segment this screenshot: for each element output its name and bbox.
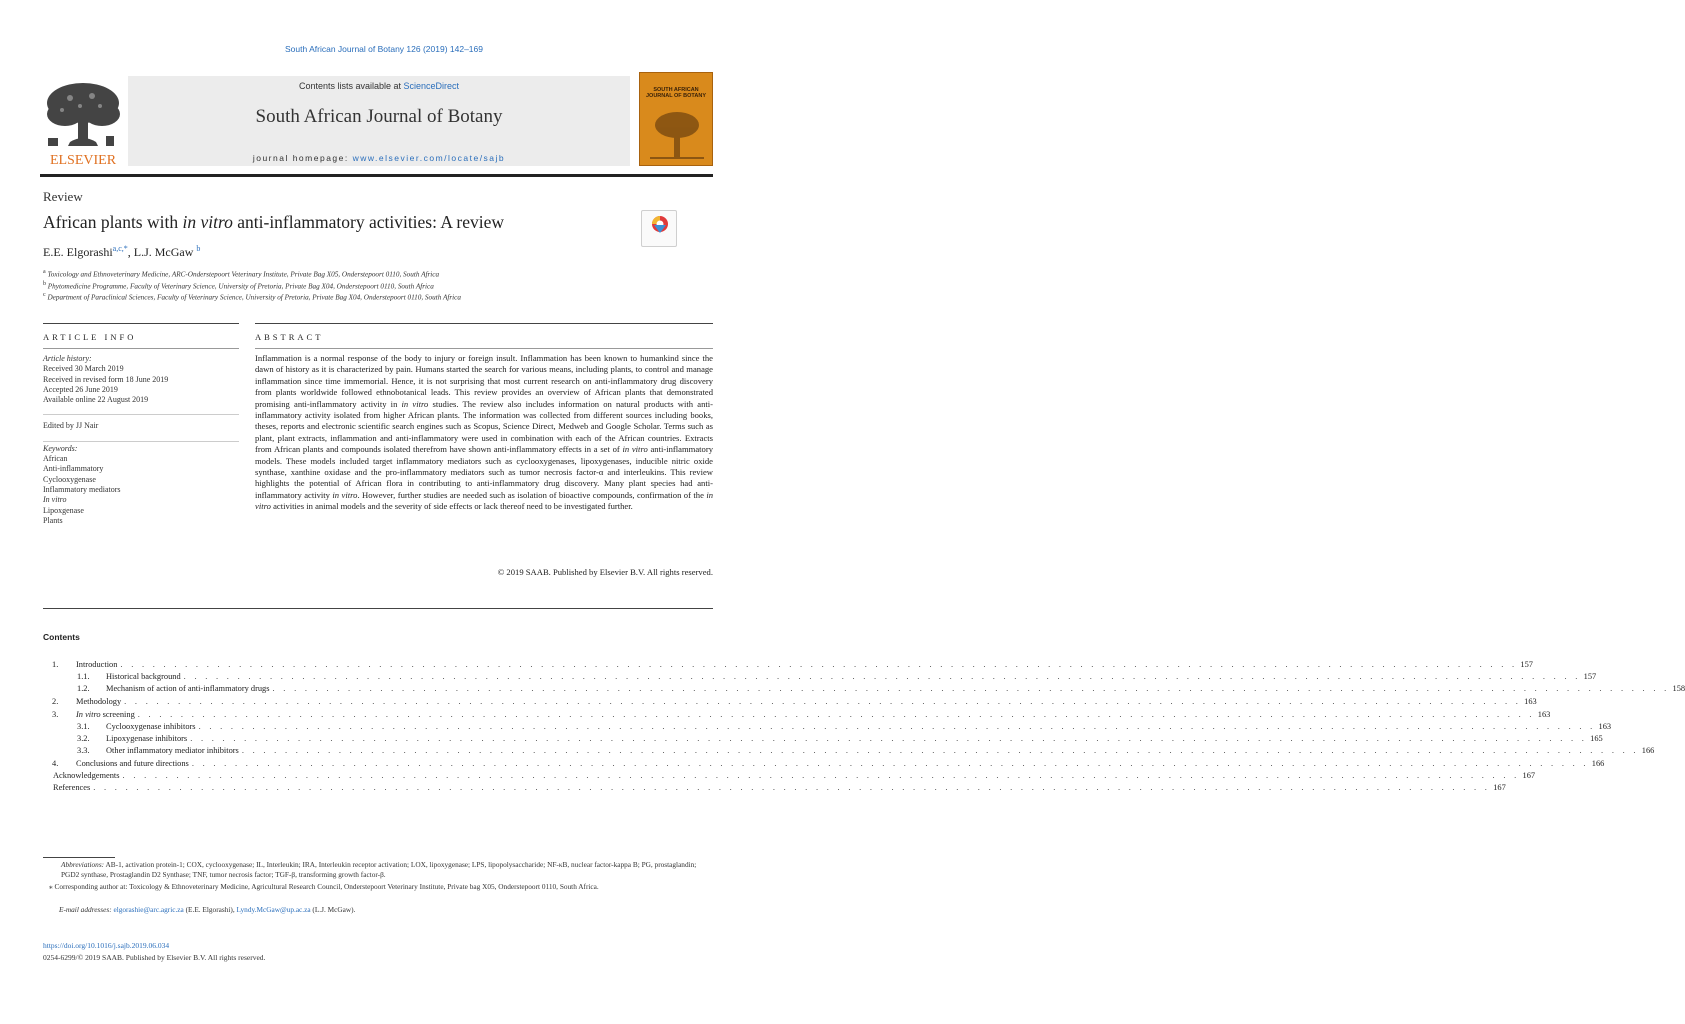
toc-page: 166 — [1641, 746, 1655, 755]
toc-label: Introduction — [76, 660, 118, 669]
abstract-italic: in vitro — [255, 489, 713, 512]
abstract-text-5: activities in animal models and the severity of side effects or lack thereof need to be investigated further. — [270, 501, 633, 512]
abstract-text-1: Inflammation is a normal response of the body to injury or foreign insult. Inflammation has been known to humankind since the dawn of history as it is characterized by pain. Humans started the search for various means, including plants, to control and manage inflammation since time immemorial. Hence, it is not surprising that most current research on anti-inflammatory drug discovery from plants worldwide followed ethnobotanical leads. This review provides an overview of African plants that demonstrated promising anti-inflammatory activity in — [255, 353, 713, 409]
keyword: Inflammatory mediators — [43, 484, 121, 494]
cover-title-line2: JOURNAL OF BOTANY — [646, 93, 706, 99]
author-2[interactable]: L.J. McGaw — [133, 245, 194, 259]
article-info-heading: ARTICLE INFO — [43, 332, 137, 342]
toc-entry[interactable] — [52, 758, 1605, 770]
homepage-prefix: journal homepage: — [252, 153, 353, 163]
keyword: Cyclooxygenase — [43, 474, 96, 484]
author-2-affiliation-mark[interactable]: b — [196, 244, 201, 253]
contents-heading: Contents — [43, 632, 80, 642]
abbreviations-footnote — [43, 860, 713, 880]
toc-page: 158 — [1672, 684, 1685, 693]
toc-label: Other inflammatory mediator inhibitors — [106, 746, 239, 755]
email-owner-1: (E.E. Elgorashi), — [183, 905, 237, 914]
toc-number: 3.1. — [77, 722, 90, 731]
toc-label-italic: In vitro — [76, 710, 101, 719]
toc-number: 4. — [52, 759, 59, 768]
abstract-text-4: . However, further studies are needed such as isolation of bioactive compounds, confirmation of the — [357, 489, 707, 500]
toc-page: 163 — [1524, 697, 1537, 706]
toc-number: 2. — [52, 697, 59, 706]
toc-page: 166 — [1591, 759, 1605, 768]
toc-leader: . . . . . . . . . . . . . . . . . . . . . . . . . . . . . . . . . . . . . . . . . . . . . . . . . . . . . . . . . . . . . . . . . . . . . . . . . . . . . . . . . . . . . . . . . . . . . . . . . . . . . . . . . . . . . . . . . . . . . . . . . . . . . . . . . . — [198, 722, 1596, 731]
email-link-1[interactable]: elgorashie@arc.agric.za — [113, 905, 184, 914]
toc-leader: . . . . . . . . . . . . . . . . . . . . . . . . . . . . . . . . . . . . . . . . . . . . . . . . . . . . . . . . . . . . . . . . . . . . . . . . . . . . . . . . . . . . . . . . . . . . . . . . . . . . . . . . . . . . . . . . . . . . . . . . . . . . . . . . . . — [120, 660, 1518, 669]
email-link-2[interactable]: Lyndy.McGaw@up.ac.za — [236, 905, 311, 914]
keyword: African — [43, 454, 68, 464]
affiliation-text: Department of Paraclinical Sciences, Faculty of Veterinary Science, University of Pretoria, Private Bag X04, Onderstepoort 0110, South Africa — [47, 293, 461, 302]
toc-entry[interactable] — [77, 671, 1597, 683]
toc-number: 1. — [52, 660, 59, 669]
affiliation-mark: a — [43, 269, 46, 275]
abstract-italic: in vitro — [401, 398, 429, 409]
toc-entry[interactable] — [53, 770, 1536, 782]
journal-homepage-line — [128, 153, 630, 163]
keyword: Lipoxgenase — [43, 505, 84, 515]
toc-leader: . . . . . . . . . . . . . . . . . . . . . . . . . . . . . . . . . . . . . . . . . . . . . . . . . . . . . . . . . . . . . . . . . . . . . . . . . . . . . . . . . . . . . . . . . . . . . . . . . . . . . . . . . . . . . . . . . . . . . . . . . . . . . . . . . . — [190, 734, 1588, 743]
history-revised: Received in revised form 18 June 2019 — [43, 374, 169, 384]
toc-leader: . . . . . . . . . . . . . . . . . . . . . . . . . . . . . . . . . . . . . . . . . . . . . . . . . . . . . . . . . . . . . . . . . . . . . . . . . . . . . . . . . . . . . . . . . . . . . . . . . . . . . . . . . . . . . . . . . . . . . . . . . . . . . . . . . . — [241, 746, 1639, 755]
email-owner-2: (L.J. McGaw). — [310, 905, 356, 914]
affiliation-mark: c — [43, 292, 46, 298]
article-title — [43, 212, 504, 233]
affiliation-c — [43, 292, 461, 301]
info-divider — [43, 405, 239, 415]
journal-citation[interactable]: South African Journal of Botany 126 (2019) 142–169 — [284, 44, 483, 54]
doi-link[interactable]: https://doi.org/10.1016/j.sajb.2019.06.034 — [43, 941, 170, 950]
toc-label: Mechanism of action of anti-inflammatory drugs — [106, 684, 270, 693]
keywords-label: Keywords: — [43, 443, 78, 453]
info-divider — [43, 432, 239, 442]
abstract-text-2: studies. The review also includes information on natural products with anti-inflammatory activity isolated from higher African plants. The information was collected from different sources including books, theses, reports and electronic scientific search engines such as Scopus, Science Direct, Medweb and Google Scholar. Terms such as plant, plant extracts, inflammation and anti-inflammatory were used in combination with each of the African countries. Extracts from African plants and compounds isolated therefrom have shown anti-inflammatory effects in a set of — [255, 398, 713, 455]
toc-page: 163 — [1537, 710, 1551, 719]
email-footnote — [43, 905, 713, 915]
email-label: E-mail addresses: — [59, 905, 112, 914]
toc-leader: . . . . . . . . . . . . . . . . . . . . . . . . . . . . . . . . . . . . . . . . . . . . . . . . . . . . . . . . . . . . . . . . . . . . . . . . . . . . . . . . . . . . . . . . . . . . . . . . . . . . . . . . . . . . . . . . . . . . . . . . . . . . . . . . . . — [122, 771, 1520, 780]
toc-leader: . . . . . . . . . . . . . . . . . . . . . . . . . . . . . . . . . . . . . . . . . . . . . . . . . . . . . . . . . . . . . . . . . . . . . . . . . . . . . . . . . . . . . . . . . . . . . . . . . . . . . . . . . . . . . . . . . . . . . . . . . . . . . . . . . . — [93, 783, 1491, 792]
affiliation-b — [43, 281, 434, 290]
corresponding-author-footnote: ⁎ Corresponding author at: Toxicology & Ethnoveterinary Medicine, Agricultural Research Council, Onderstepoort Veterinary Institute, Private bag X05, Onderstepoort 0110, South Africa. — [49, 882, 599, 891]
toc-entry[interactable] — [77, 745, 1655, 757]
contents-available-line — [128, 81, 630, 91]
author-separator: , — [127, 245, 134, 259]
abstract-italic: in vitro — [622, 444, 648, 455]
toc-page: 167 — [1493, 783, 1506, 792]
toc-leader: . . . . . . . . . . . . . . . . . . . . . . . . . . . . . . . . . . . . . . . . . . . . . . . . . . . . . . . . . . . . . . . . . . . . . . . . . . . . . . . . . . . . . . . . . . . . . . . . . . . . . . . . . . . . . . . . . . . . . . . . . . . . . . . . . . — [183, 672, 1581, 681]
journal-title: South African Journal of Botany — [255, 106, 503, 127]
check-for-updates-button[interactable] — [641, 210, 677, 247]
abstract-top-rule — [255, 323, 713, 324]
toc-label: Conclusions and future directions — [76, 759, 189, 768]
title-part2: anti-inflammatory activities: A review — [232, 212, 505, 232]
keyword: Plants — [43, 515, 63, 525]
contents-top-rule — [43, 608, 713, 609]
affiliation-text: Phytomedicine Programme, Faculty of Veterinary Science, University of Pretoria, Private Bag X04, Onderstepoort 0110, South Africa — [47, 282, 434, 291]
affiliation-text: Toxicology and Ethnoveterinary Medicine, ARC-Onderstepoort Veterinary Institute, Private Bag X05, Onderstepoort 0110, South Africa — [47, 270, 440, 279]
cover-title-line1: SOUTH AFRICAN — [653, 87, 699, 93]
homepage-link[interactable]: www.elsevier.com/locate/sajb — [352, 153, 506, 163]
affiliation-mark: b — [43, 281, 46, 287]
toc-number: 3.3. — [77, 746, 90, 755]
toc-number: 1.1. — [77, 672, 90, 681]
toc-label: Cyclooxygenase inhibitors — [106, 722, 196, 731]
title-italic: in vitro — [182, 212, 233, 232]
abstract-heading-rule — [255, 348, 713, 349]
toc-page: 165 — [1590, 734, 1603, 743]
toc-entry[interactable] — [52, 696, 1537, 708]
article-info — [43, 354, 239, 526]
toc-entry[interactable] — [52, 659, 1533, 671]
elsevier-logo[interactable] — [40, 78, 126, 166]
toc-page: 163 — [1598, 722, 1612, 731]
toc-leader: . . . . . . . . . . . . . . . . . . . . . . . . . . . . . . . . . . . . . . . . . . . . . . . . . . . . . . . . . . . . . . . . . . . . . . . . . . . . . . . . . . . . . . . . . . . . . . . . . . . . . . . . . . . . . . . . . . . . . . . . . . . . . . . . . . — [137, 710, 1535, 719]
info-top-rule — [43, 323, 239, 324]
toc-label: Historical background — [106, 672, 181, 681]
history-online: Available online 22 August 2019 — [43, 395, 149, 405]
elsevier-wordmark: ELSEVIER — [49, 153, 117, 168]
abstract-heading: ABSTRACT — [255, 332, 324, 342]
toc-page: 157 — [1520, 660, 1533, 669]
author-1-affiliation-marks[interactable]: a,c,* — [112, 244, 128, 253]
author-1[interactable]: E.E. Elgorashi — [43, 245, 113, 259]
abbreviations-text: AB-1, activation protein-1; COX, cyclooxygenase; IL, Interleukin; IRA, Interleukin receptor activation; LOX, lipoxygenase; LPS, lipopolysaccharide; NF-κB, nuclear factor-kappa B; PG, prostaglandin; PGD2 synthase, Prostaglandin D2 Synthase; TNF, tumor necrosis factor; TGF-β, transforming growth factor-β. — [61, 860, 697, 879]
toc-page: 157 — [1583, 672, 1597, 681]
toc-entry[interactable] — [77, 683, 1685, 695]
toc-label: References — [53, 783, 91, 792]
footnote-rule — [43, 857, 115, 858]
keyword: In vitro — [43, 495, 67, 505]
toc-page: 167 — [1522, 771, 1536, 780]
abstract-copyright: © 2019 SAAB. Published by Elsevier B.V. All rights reserved. — [497, 567, 713, 577]
abstract-body — [255, 353, 713, 513]
affiliation-a — [43, 269, 439, 278]
keyword: Anti-inflammatory — [43, 464, 104, 474]
toc-number: 3.2. — [77, 734, 90, 743]
toc-entry[interactable] — [52, 709, 1551, 721]
abbreviations-label: Abbreviations: — [61, 860, 105, 869]
author-list — [43, 244, 200, 260]
toc-entry[interactable] — [77, 721, 1612, 733]
toc-leader: . . . . . . . . . . . . . . . . . . . . . . . . . . . . . . . . . . . . . . . . . . . . . . . . . . . . . . . . . . . . . . . . . . . . . . . . . . . . . . . . . . . . . . . . . . . . . . . . . . . . . . . . . . . . . . . . . . . . . . . . . . . . . . . . . . — [191, 759, 1589, 768]
edited-by: Edited by JJ Nair — [43, 421, 99, 431]
elsevier-tree-icon — [40, 78, 126, 166]
history-received: Received 30 March 2019 — [43, 364, 124, 374]
toc-entry[interactable] — [53, 782, 1506, 794]
toc-entry[interactable] — [77, 733, 1603, 745]
toc-label: Lipoxygenase inhibitors — [106, 734, 188, 743]
info-heading-rule — [43, 348, 239, 349]
article-type: Review — [43, 189, 83, 204]
toc-label: Acknowledgements — [53, 771, 120, 780]
check-updates-icon — [642, 211, 678, 248]
toc-label: Methodology — [76, 697, 122, 706]
abstract-text-3: anti-inflammatory models. These models included target inflammatory mediators such as cyclooxygenases, lipoxygenases, inducible nitric oxide synthase, xanthine oxidase and the pro-inflammatory mediators such as tumor necrosis factor-α and interleukins. This review highlights the potential of African flora in contributing to anti-inflammatory drug discovery. Many plant species had anti-inflammatory activity — [255, 444, 713, 500]
toc-leader: . . . . . . . . . . . . . . . . . . . . . . . . . . . . . . . . . . . . . . . . . . . . . . . . . . . . . . . . . . . . . . . . . . . . . . . . . . . . . . . . . . . . . . . . . . . . . . . . . . . . . . . . . . . . . . . . . . . . . . . . . . . . . . . . . . — [272, 684, 1670, 693]
history-accepted: Accepted 26 June 2019 — [43, 384, 118, 394]
title-part1: African plants with — [43, 212, 183, 232]
sciencedirect-link[interactable]: ScienceDirect — [403, 81, 460, 91]
toc-number: 3. — [52, 710, 59, 719]
abstract-italic: in vitro — [332, 489, 358, 500]
issn-copyright: 0254-6299/© 2019 SAAB. Published by Elsevier B.V. All rights reserved. — [43, 953, 266, 962]
toc-number: 1.2. — [77, 684, 90, 693]
cover-title — [641, 87, 711, 99]
toc-leader: . . . . . . . . . . . . . . . . . . . . . . . . . . . . . . . . . . . . . . . . . . . . . . . . . . . . . . . . . . . . . . . . . . . . . . . . . . . . . . . . . . . . . . . . . . . . . . . . . . . . . . . . . . . . . . . . . . . . . . . . . . . . . . . . . . — [124, 697, 1522, 706]
banner-divider — [40, 174, 713, 177]
history-label: Article history: — [43, 354, 92, 363]
toc-label: In vitro screening — [76, 710, 135, 719]
contents-prefix: Contents lists available at — [298, 81, 404, 91]
